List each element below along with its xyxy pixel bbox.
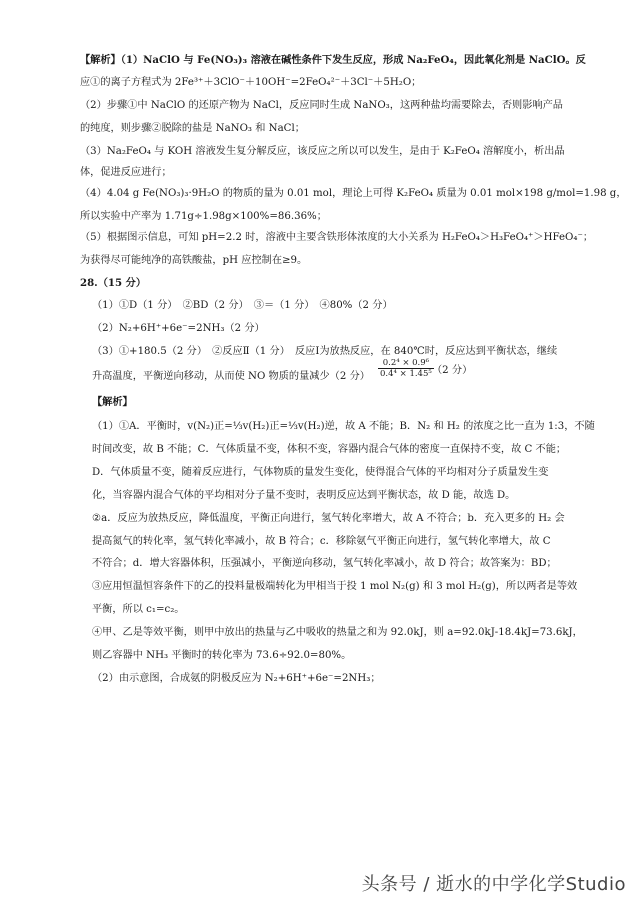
answer-28-3-cont: 升高温度，平衡逆向移动，从而使 NO 物质的量减少（2 分） (92, 371, 370, 382)
analysis-line-8: 所以实验中产率为 1.71g÷1.98g×100%=86.36%； (80, 211, 327, 222)
analysis-28-line-11: 则乙容器中 NH₃ 平衡时的转化率为 73.6÷92.0=80%。 (92, 650, 352, 661)
analysis-28-line-7: 不符合；d．增大容器体积，压强减小，平衡逆向移动，氢气转化率减小，故 D 符合；故答案为：BD； (92, 558, 557, 569)
analysis-line-1: 【解析】（1）NaClO 与 Fe(NO₃)₃ 溶液在碱性条件下发生反应，形成 Na₂FeO₄，因此氧化剂是 NaClO。反 (80, 54, 586, 66)
answer-28-1: （1）①D（1 分） ②BD（2 分） ③＝（1 分） ④80%（2 分） (92, 300, 393, 311)
answer-28-2: （2）N₂+6H⁺+6e⁻=2NH₃（2 分） (92, 323, 265, 334)
analysis-28-line-3: D．气体质量不变，随着反应进行，气体物质的量发生变化，使得混合气体的平均相对分子质量发生变 (92, 467, 549, 478)
analysis-28-line-2: 时间改变，故 B 不能；C．气体质量不变，体积不变，容器内混合气体的密度一直保持不变，故 C 不能； (92, 444, 567, 455)
analysis-line-3: （2）步骤①中 NaClO 的还原产物为 NaCl，反应同时生成 NaNO₃，这两种盐均需要除去，否则影响产品 (80, 100, 563, 111)
analysis-28-line-5: ②a．反应为放热反应，降低温度，平衡正向进行，氢气转化率增大，故 A 不符合；b．充入更多的 H₂ 会 (92, 513, 565, 524)
fraction-score: （2 分） (432, 365, 473, 376)
analysis-28-line-6: 提高氮气的转化率，氢气转化率减小，故 B 符合；c．移除氨气平衡正向进行，氢气转化率增大，故 C (92, 536, 551, 547)
fraction-numerator: 0.2⁴ × 0.9⁶ (378, 358, 434, 369)
analysis-28-line-10: ④甲、乙是等效平衡，则甲中放出的热量与乙中吸收的热量之和为 92.0kJ，则 a=92.0kJ-18.4kJ=73.6kJ， (92, 627, 583, 638)
analysis-heading: 【解析】 (92, 396, 133, 408)
analysis-line-2: 应①的离子方程式为 2Fe³⁺＋3ClO⁻＋10OH⁻=2FeO₄²⁻＋3Cl⁻＋5H₂O； (80, 77, 422, 88)
analysis-line-10: 为获得尽可能纯净的高铁酸盐，pH 应控制在≥9。 (80, 255, 308, 266)
analysis-line-7: （4）4.04 g Fe(NO₃)₃·9H₂O 的物质的量为 0.01 mol，理论上可得 K₂FeO₄ 质量为 0.01 mol×198 g/mol=1.98 g， (80, 188, 627, 199)
analysis-28-line-12: （2）由示意图，合成氨的阴极反应为 N₂+6H⁺+6e⁻=2NH₃； (92, 673, 381, 684)
fraction-denominator: 0.4⁴ × 1.45⁵ (380, 369, 432, 379)
watermark-text: 头条号 / 逝水的中学化学Studio (361, 874, 626, 895)
analysis-line-9: （5）根据图示信息，可知 pH=2.2 时，溶液中主要含铁形体浓度的大小关系为 H₂FeO₄＞H₃FeO₄⁺＞HFeO₄⁻； (80, 232, 594, 243)
analysis-line-6: 体，促进反应进行； (80, 167, 172, 178)
analysis-28-line-9: 平衡，所以 c₁=c₂。 (92, 604, 185, 615)
analysis-28-line-1: （1）①A．平衡时，v(N₂)正=⅓v(H₂)正=⅓v(H₂)逆，故 A 不能；B．N₂ 和 H₂ 的浓度之比一直为 1:3，不随 (92, 421, 595, 432)
equilibrium-fraction (378, 358, 434, 379)
analysis-line-5: （3）Na₂FeO₄ 与 KOH 溶液发生复分解反应，该反应之所以可以发生，是由于 K₂FeO₄ 溶解度小，析出晶 (80, 146, 565, 157)
analysis-line-4: 的纯度，则步骤②脱除的盐是 NaNO₃ 和 NaCl； (80, 123, 305, 134)
question-28-heading: 28.（15 分） (80, 277, 147, 289)
answer-28-3: （3）①+180.5（2 分） ②反应Ⅱ（1 分） 反应Ⅰ为放热反应，在 840℃时，反应达到平衡状态，继续 (92, 346, 558, 357)
analysis-28-line-4: 化，当容器内混合气体的平均相对分子量不变时，表明反应达到平衡状态，故 D 能，故选 D。 (92, 490, 516, 501)
analysis-28-line-8: ③应用恒温恒容条件下的乙的投料量极端转化为甲相当于投 1 mol N₂(g) 和 3 mol H₂(g)，所以两者是等效 (92, 581, 578, 592)
